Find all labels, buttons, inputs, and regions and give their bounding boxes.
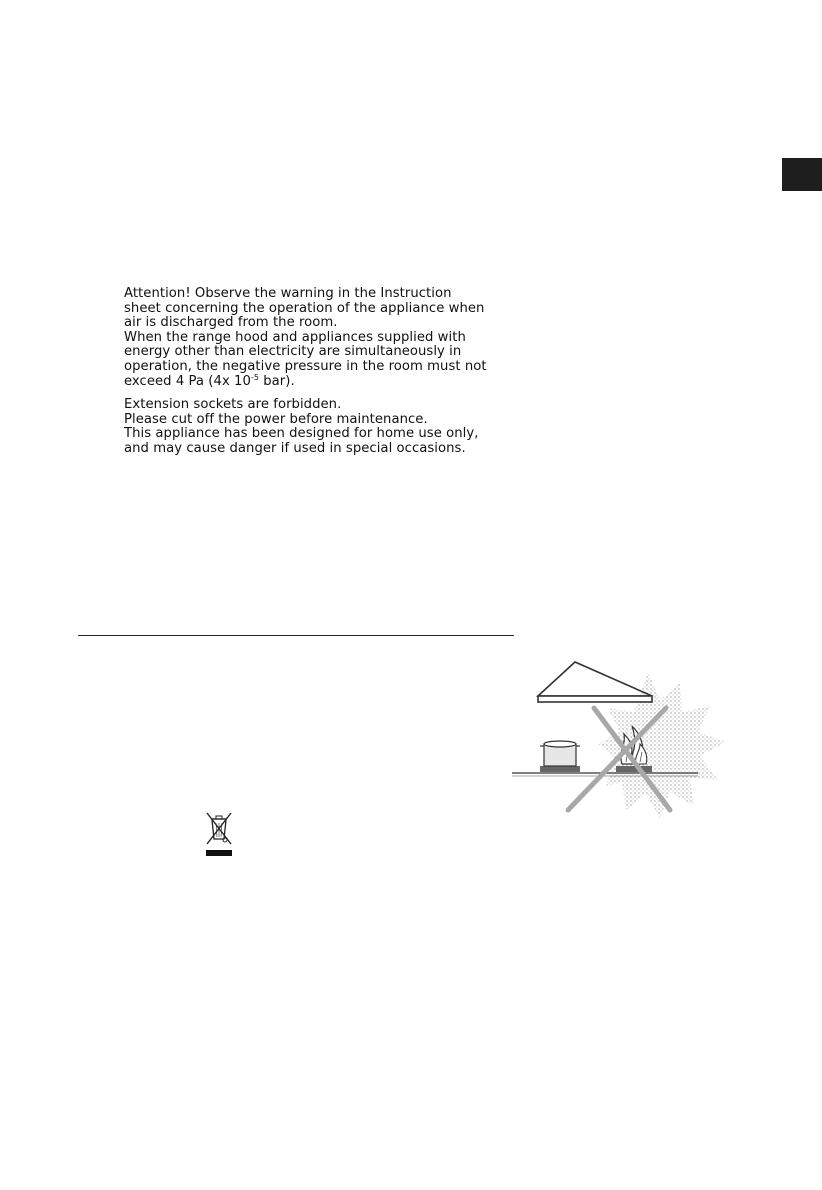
warning-text-block: [124, 287, 524, 457]
warning-line: sheet concerning the operation of the appliance when: [124, 300, 485, 316]
warning-line: bar).: [259, 373, 295, 389]
hood-fire-prohibited-icon: [510, 660, 730, 820]
language-tab-marker: [782, 158, 822, 191]
warning-paragraph-1: [124, 287, 524, 389]
section-divider: [78, 635, 514, 636]
warning-line: Extension sockets are forbidden.: [124, 397, 342, 413]
warning-line: air is discharged from the room.: [124, 315, 338, 331]
warning-line: energy other than electricity are simultaneously in: [124, 344, 462, 360]
warning-line: exceed 4 Pa (4x 10: [124, 373, 251, 389]
warning-line: When the range hood and appliances supplied with: [124, 329, 466, 345]
exponent: -5: [250, 372, 259, 382]
warning-line: This appliance has been designed for home use only,: [124, 426, 479, 442]
warning-line: Attention! Observe the warning in the Instruction: [124, 286, 452, 301]
warning-line: operation, the negative pressure in the room must not: [124, 358, 487, 374]
warning-line: and may cause danger if used in special occasions.: [124, 440, 466, 456]
crossed-out-wheelie-bin-icon: [204, 810, 234, 858]
warning-paragraph-2: [124, 398, 524, 456]
warning-line: Please cut off the power before maintenance.: [124, 411, 428, 427]
